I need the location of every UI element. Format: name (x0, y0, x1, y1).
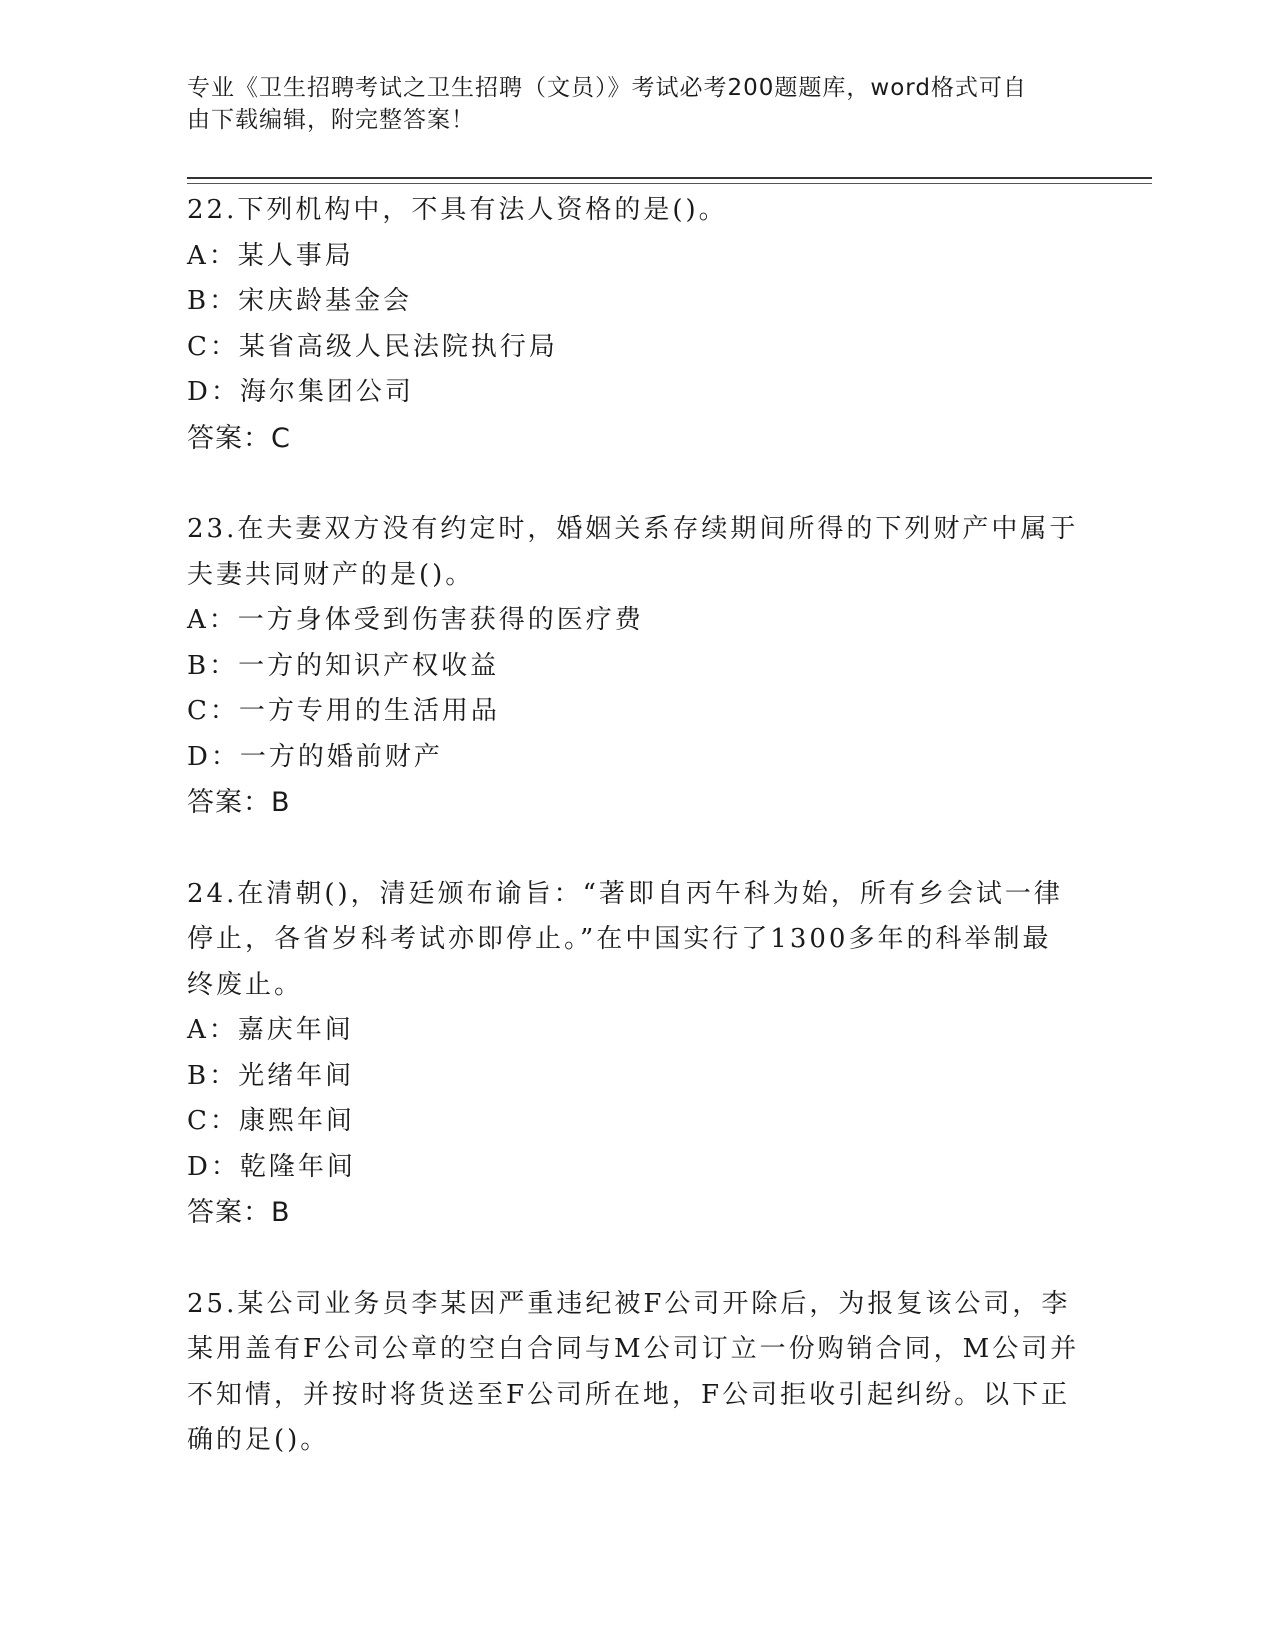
question-stem-line: 停止，各省岁科考试亦即停止。”在中国实行了1300多年的科举制最 (187, 924, 1052, 954)
question-gap (187, 461, 1087, 507)
question-list (187, 188, 1087, 1464)
question-stem-line: 夫妻共同财产的是()。 (187, 559, 475, 590)
question-25 (187, 1282, 1087, 1464)
answer-line: 答案：B (187, 1197, 291, 1228)
answer-line: 答案：C (187, 422, 291, 454)
question-stem-line: 24.在清朝()，清廷颁布谕旨：“著即自丙午科为始，所有乡会试一律 (187, 878, 1063, 909)
question-stem-line: 22.下列机构中，不具有法人资格的是()。 (187, 195, 728, 225)
option-b: B：一方的知识产权收益 (187, 650, 500, 681)
header-line-1: 专业《卫生招聘考试之卫生招聘（文员）》考试必考200题题库，word格式可自 (187, 75, 1027, 101)
option-a: A：嘉庆年间 (187, 1015, 354, 1045)
option-b: B：光绪年间 (187, 1060, 355, 1091)
option-a: A：一方身体受到伤害获得的医疗费 (187, 605, 644, 635)
option-a: A：某人事局 (187, 240, 354, 271)
question-stem-line: 23.在夫妻双方没有约定时，婚姻关系存续期间所得的下列财产中属于 (187, 514, 1079, 544)
option-c: C：某省高级人民法院执行局 (187, 331, 558, 362)
question-stem-line: 25.某公司业务员李某因严重违纪被F公司开除后，为报复该公司，李 (187, 1288, 1071, 1319)
option-b: B：宋庆龄基金会 (187, 286, 413, 316)
option-d: D：海尔集团公司 (187, 377, 414, 407)
option-d: D：乾隆年间 (187, 1151, 356, 1182)
answer-line: 答案：B (187, 787, 291, 818)
header-line-2: 由下载编辑，附完整答案！ (187, 107, 475, 133)
header-divider-thick (187, 177, 1152, 179)
question-22 (187, 188, 1087, 461)
option-c: C：一方专用的生活用品 (187, 696, 500, 726)
question-stem-line: 确的足()。 (187, 1425, 330, 1455)
question-stem-line: 某用盖有F公司公章的空白合同与M公司订立一份购销合同，M公司并 (187, 1334, 1080, 1364)
question-gap (187, 826, 1087, 872)
document-header (187, 72, 1087, 136)
question-stem-line: 不知情，并按时将货送至F公司所在地，F公司拒收引起纠纷。以下正 (187, 1379, 1071, 1410)
option-d: D：一方的婚前财产 (187, 741, 443, 772)
question-stem-line: 终废止。 (187, 969, 304, 1000)
question-23 (187, 507, 1087, 826)
question-gap (187, 1236, 1087, 1282)
header-divider-thin (187, 183, 1152, 184)
question-24 (187, 872, 1087, 1236)
option-c: C：康熙年间 (187, 1106, 355, 1136)
